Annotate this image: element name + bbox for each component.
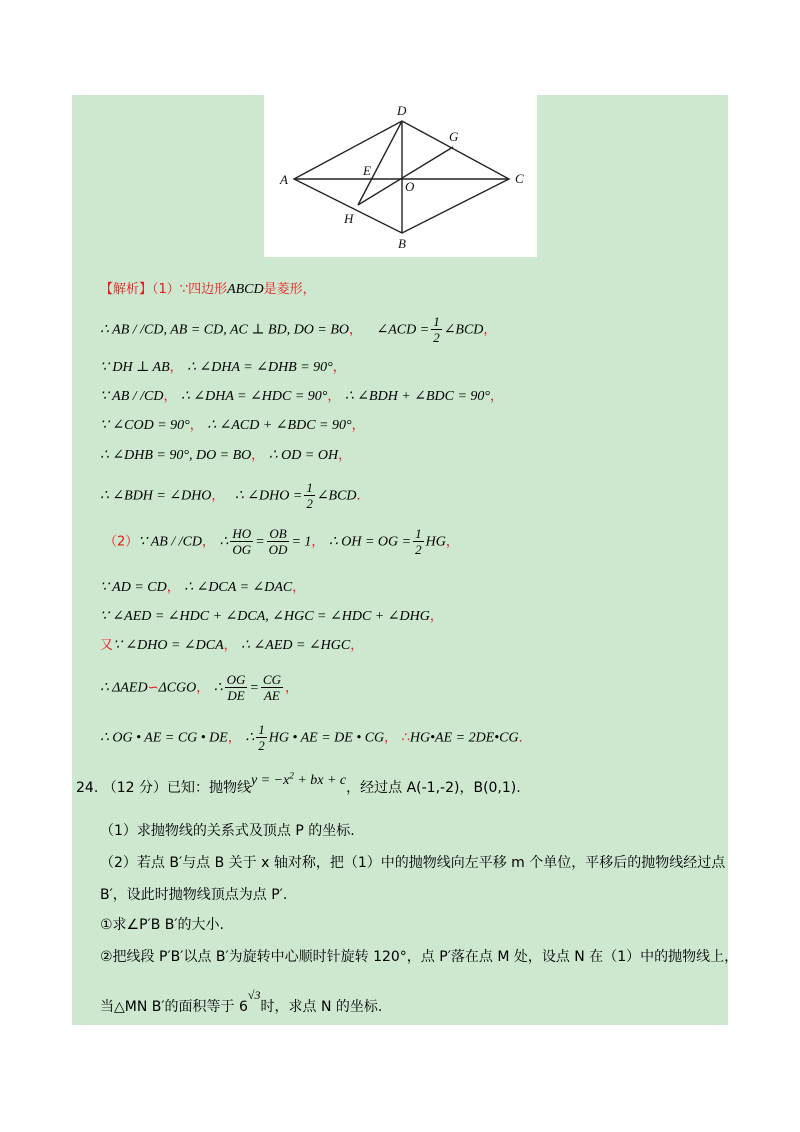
solution-line-5 [100, 414, 365, 434]
l8-frac-1: $\frac{HO}{OG}$ [232, 526, 252, 557]
question-passes: ，经过点 A(-1,-2)，B(0,1). [346, 780, 521, 796]
l8-c2: HG [425, 534, 446, 550]
l11-b: ∴ ∠AED = ∠HGC [241, 638, 351, 653]
l3-end: ， [332, 360, 346, 375]
l2-a: ∴ AB / /CD, AB = CD, AC ⊥ BD, DO = BO [100, 322, 350, 338]
you-text: 又 [100, 638, 114, 653]
l3-b: ∴ ∠DHA = ∠DHB = 90° [187, 360, 333, 375]
question-part-2-line-2: B′，设此时抛物线顶点为点 P′. [100, 887, 288, 903]
l2-sep: ， [349, 322, 363, 338]
rhombus-diagram [264, 95, 537, 257]
l8-frac-2: $\frac{OB}{OD}$ [268, 526, 288, 557]
l8-frac-3: $\frac{1}{2}$ [415, 526, 422, 557]
l7-b2: ∠BCD [316, 488, 357, 504]
because-text: ∵四边形 [179, 282, 228, 297]
abcd-label: ABCD [227, 282, 264, 297]
l4-b: ∴ ∠DHA = ∠HDC = 90° [180, 389, 328, 404]
l9-b: ∴ ∠DCA = ∠DAC [184, 580, 293, 595]
l4-sep1: ， [163, 389, 177, 404]
l12-sep: ， [196, 680, 210, 696]
solution-line-10 [100, 605, 443, 625]
question-part-2-line-1: （2）若点 B′与点 B 关于 x 轴对称，把（1）中的抛物线向左平移 m 个单位，平移后的抛物线经过点 [100, 855, 726, 871]
l12-frac-2: $\frac{CG}{AE}$ [262, 672, 281, 703]
question-number: 24. [76, 780, 99, 796]
l3-a: ∵ DH ⊥ AB [100, 360, 170, 375]
solution-line-6 [100, 444, 351, 464]
l11-a: ∵ ∠DHO = ∠DCA [113, 638, 224, 653]
therefore-symbol: ∴ [401, 730, 410, 746]
solution-line-2 [100, 314, 496, 345]
l6-end: ， [338, 448, 352, 463]
l4-end: ， [490, 389, 504, 404]
l8-b1: = 1 [291, 534, 312, 550]
l12-frac-1: $\frac{OG}{DE}$ [226, 672, 246, 703]
label-g: G [449, 129, 459, 144]
solution-line-4 [100, 385, 503, 405]
part2-number: （2） [104, 534, 139, 550]
label-e: E [363, 163, 371, 178]
l2-b2: ∠BCD [443, 322, 484, 338]
label-b: B [398, 236, 406, 251]
last-line-b: 时，求点 N 的坐标. [260, 999, 383, 1015]
l12-c0: ∴ [213, 680, 223, 696]
solution-line-1 [100, 278, 316, 298]
last-line-a: 当△MN B′的面积等于 6 [100, 999, 248, 1015]
question-24-header [76, 770, 521, 797]
solution-line-13 [100, 722, 532, 753]
l7-a: ∴ ∠BDH = ∠DHO [100, 488, 212, 504]
l9-sep: ， [166, 580, 180, 595]
l5-end: ， [351, 418, 365, 433]
sqrt-three: √3 [247, 988, 261, 1002]
l8-sep2: ， [311, 534, 325, 550]
rhombus-text: 是菱形， [263, 282, 316, 297]
l13-end: ． [518, 730, 532, 746]
l9-a: ∵ AD = CD [100, 580, 167, 595]
formula-sup: 2 [289, 770, 294, 781]
l8-a: ∵ AB / /CD [138, 534, 203, 550]
l12-end: ， [284, 680, 298, 696]
l4-a: ∵ AB / /CD [100, 389, 164, 404]
l11-end: ， [350, 638, 364, 653]
question-last-line [100, 988, 383, 1016]
l3-sep: ， [169, 360, 183, 375]
l7-b1: ∴ ∠DHO = [234, 488, 303, 504]
solution-line-8 [104, 526, 459, 557]
l12-eq: = [249, 680, 259, 696]
l6-sep: ， [251, 448, 265, 463]
l13-a: ∴ OG • AE = CG • DE [100, 730, 228, 746]
l7-sep: ， [211, 488, 225, 504]
l2-end: ， [483, 322, 497, 338]
l5-b: ∴ ∠ACD + ∠BDC = 90° [207, 418, 352, 433]
l12-a: ∴ ΔAED [100, 680, 148, 696]
l13-b0: ∴ [245, 730, 255, 746]
part1-number: （1） [152, 282, 180, 297]
formula-a: y = −x [250, 773, 290, 788]
l10-end: ， [429, 609, 443, 624]
solution-line-3 [100, 356, 346, 376]
l13-b1: HG • AE = DE • CG [268, 730, 385, 746]
l6-b: ∴ OD = OH [268, 448, 339, 463]
l13-frac: $\frac{1}{2}$ [258, 722, 265, 753]
l13-c: HG•AE = 2DE•CG [409, 730, 519, 746]
segment-hg [358, 147, 453, 205]
l10-a: ∵ ∠AED = ∠HDC + ∠DCA, ∠HGC = ∠HDC + ∠DHG [100, 609, 430, 624]
l8-sep1: ， [202, 534, 216, 550]
label-o: O [405, 179, 415, 194]
similar-symbol: ∽ [147, 680, 159, 696]
analysis-tag: 【解析】 [100, 282, 153, 297]
l6-a: ∴ ∠DHB = 90°, DO = BO [100, 448, 252, 463]
parabola-formula [250, 770, 347, 788]
solution-line-9 [100, 576, 305, 596]
question-sub-2: ②把线段 P′B′以点 B′为旋转中心顺时针旋转 120°，点 P′落在点 M 处，设点 N 在（1）中的抛物线上， [100, 949, 739, 965]
label-d: D [397, 103, 407, 118]
l8-b0: ∴ [219, 534, 229, 550]
solution-line-12 [100, 672, 298, 703]
l12-b: ΔCGO [158, 680, 197, 696]
l13-sep1: ， [227, 730, 241, 746]
l2-b1: ∠ACD = [376, 322, 430, 338]
l5-sep: ， [189, 418, 203, 433]
solution-line-11 [100, 634, 363, 654]
question-part-1: （1）求抛物线的关系式及顶点 P 的坐标. [100, 823, 355, 839]
l8-c1: ∴ OH = OG = [328, 534, 412, 550]
l7-end: ． [356, 488, 370, 504]
label-h: H [344, 211, 354, 226]
l11-sep: ， [223, 638, 237, 653]
solution-line-7 [100, 480, 370, 511]
l8-end: ， [445, 534, 459, 550]
l9-end: ， [292, 580, 306, 595]
label-c: C [515, 171, 524, 186]
label-a: A [280, 172, 288, 187]
formula-b: + bx + c [293, 773, 347, 788]
l4-c: ∴ ∠BDH + ∠BDC = 90° [344, 389, 491, 404]
l5-a: ∵ ∠COD = 90° [100, 418, 190, 433]
l7-frac: $\frac{1}{2}$ [306, 480, 313, 511]
l4-sep2: ， [327, 389, 341, 404]
l13-sep2: ， [384, 730, 398, 746]
l8-eq: = [255, 534, 265, 550]
rhombus-figure [264, 95, 537, 257]
question-sub-1: ①求∠P′B B′的大小. [100, 917, 225, 933]
l2-frac: $\frac{1}{2}$ [433, 314, 440, 345]
question-score: （12 分）已知：抛物线 [102, 780, 251, 796]
